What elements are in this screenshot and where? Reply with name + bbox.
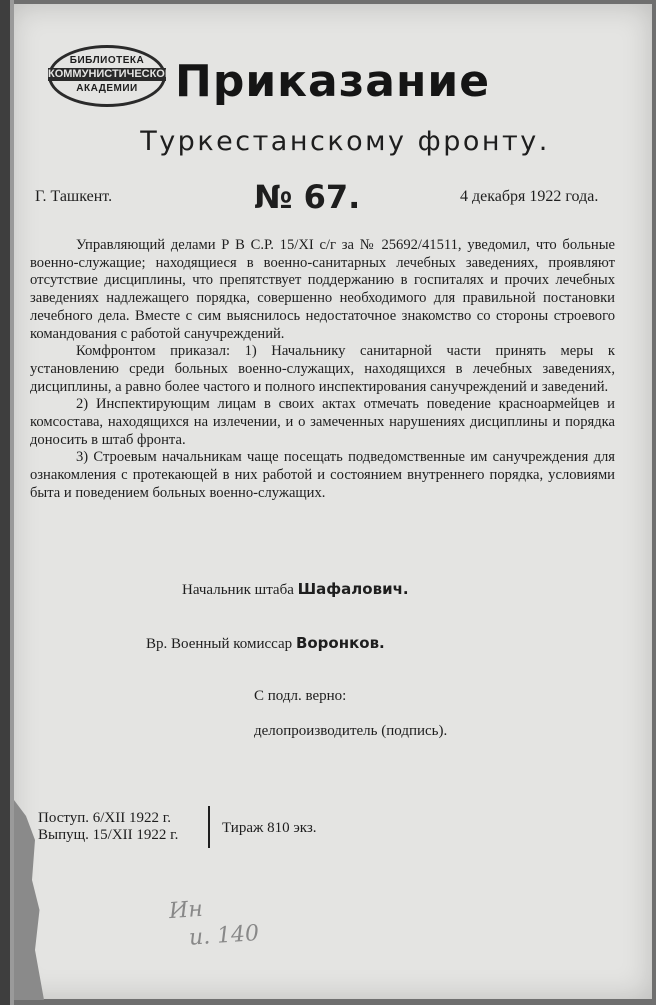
stamp-line-1: БИБЛИОТЕКА [69, 55, 145, 66]
received-date: Поступ. 6/XII 1922 г. [38, 810, 171, 826]
circulation: Тираж 810 экз. [222, 820, 317, 836]
commissar-title: Вр. Военный комиссар [146, 636, 293, 652]
document-body [30, 237, 615, 503]
issued-date: Выпущ. 15/XII 1922 г. [38, 827, 179, 843]
pencil-annotation [168, 892, 260, 954]
binding-shadow [10, 0, 14, 1005]
paragraph-2: Комфронтом приказал: 1) Начальнику санитарной части принять меры к установлению среди больных военно-служащих, находящихся в лечебных заведениях, дисциплины, а равно более частого и полного инспектирования санучреждений и заведений. [30, 343, 615, 395]
chief-signature [182, 580, 409, 599]
pencil-line-1: Ин [168, 896, 204, 925]
chief-title: Начальник штаба [182, 582, 294, 598]
paragraph-3: 2) Инспектирующим лицам в своих актах отмечать поведение красноармейцев и комсостава, находящихся на излечении, и о замеченных нарушениях дисциплины и порядка доносить в штаб фронта. [30, 396, 615, 448]
pencil-line-2: и. 140 [188, 920, 260, 951]
print-info [38, 810, 178, 844]
stamp-line-2: КОММУНИСТИЧЕСКОЙ [48, 68, 173, 80]
clerk-signature: делопроизводитель (подпись). [254, 723, 448, 739]
commissar-signature [146, 634, 385, 653]
order-date: 4 декабря 1922 года. [460, 188, 599, 205]
commissar-name: Воронков. [295, 634, 385, 652]
paragraph-4: 3) Строевым начальникам чаще посещать подведомственные им санучреждения для ознакомления с протекающей в них работой и состоянием внутреннего порядка, условиями быта и поведением больных военно-служащих. [30, 449, 615, 501]
chief-name: Шафалович. [297, 580, 409, 598]
scan-edge [0, 0, 10, 1005]
paragraph-1: Управляющий делами Р В С.Р. 15/XI с/г за № 25692/41511, уведомил, что больные военно-служащие; находящиеся в военно-санитарных лечебных заведениях, проявляют отсутствие дисциплины, что препятствует поддержанию в госпиталях и прочих лечебных заведениях надлежащего порядка, совершенно необходимого для правильной постановки лечебного дела. Вместе с сим выяснилось недостаточное знакомство со стороны строевого командования с работой санучреждений. [30, 237, 615, 342]
document-subtitle: Туркестанскому фронту. [140, 126, 550, 157]
library-stamp [48, 45, 173, 107]
order-number: № 67. [254, 178, 361, 216]
footer-divider [208, 806, 210, 848]
document-title: Приказание [175, 56, 491, 107]
stamp-line-3: АКАДЕМИИ [76, 83, 138, 94]
verified-note: С подл. верно: [254, 688, 347, 704]
city: Г. Ташкент. [35, 188, 113, 205]
